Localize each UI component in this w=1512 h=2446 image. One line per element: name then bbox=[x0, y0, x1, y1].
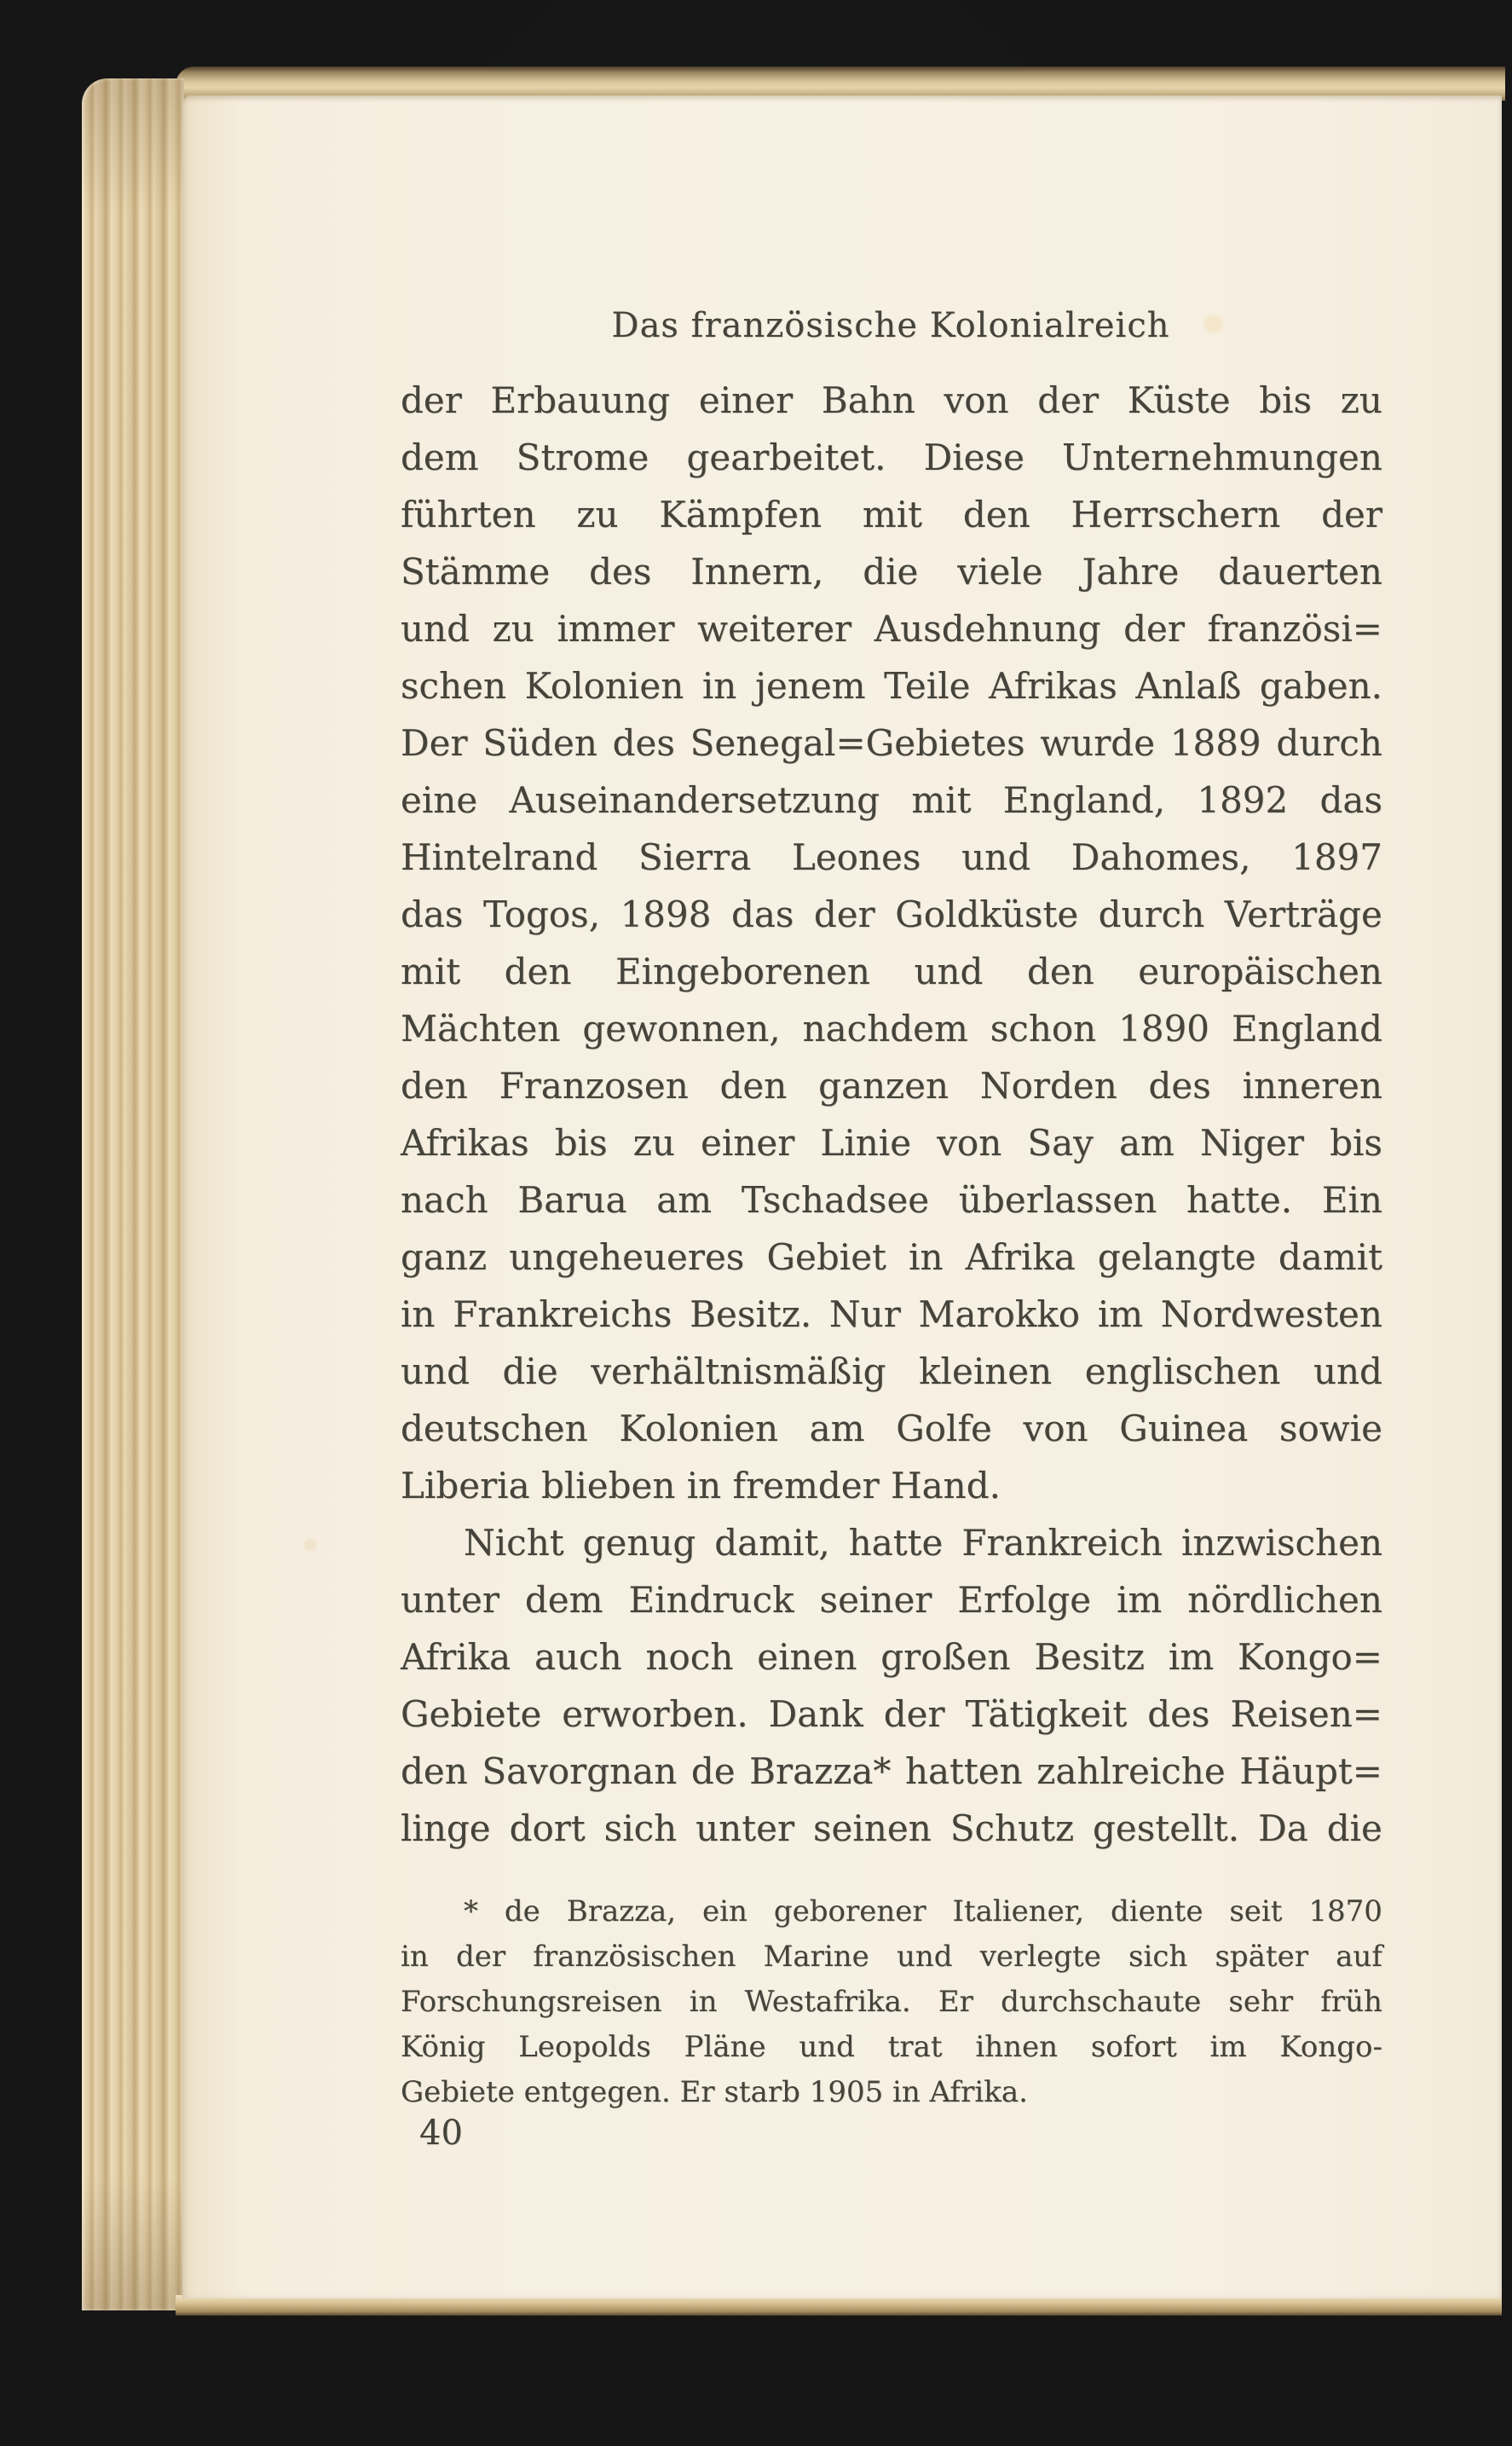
footnote-line: Forschungsreisen in Westafrika. Er durchschaute sehr früh bbox=[401, 1985, 1382, 2019]
body-line: in Frankreichs Besitz. Nur Marokko im Nordwesten bbox=[401, 1293, 1382, 1335]
body-line: dem Strome gearbeitet. Diese Unternehmungen bbox=[401, 437, 1382, 478]
running-header: Das französische Kolonialreich bbox=[611, 306, 1170, 345]
body-line: und die verhältnismäßig kleinen englischen und bbox=[401, 1350, 1382, 1392]
body-line: Der Süden des Senegal=Gebietes wurde 1889 durch bbox=[401, 722, 1382, 764]
footnote-line: König Leopolds Pläne und trat ihnen sofort im Kongo- bbox=[401, 2030, 1382, 2064]
body-line: eine Auseinandersetzung mit England, 1892 das bbox=[401, 779, 1382, 821]
book-fore-edge-pages bbox=[82, 78, 184, 2310]
body-line: schen Kolonien in jenem Teile Afrikas Anlaß gaben. bbox=[401, 665, 1382, 707]
body-line: Nicht genug damit, hatte Frankreich inzwischen bbox=[464, 1522, 1382, 1564]
body-line: das Togos, 1898 das der Goldküste durch Verträge bbox=[401, 893, 1382, 935]
footnote-line: in der französischen Marine und verlegte sich später auf bbox=[401, 1940, 1382, 1974]
body-line: Stämme des Innern, die viele Jahre dauerten bbox=[401, 551, 1382, 593]
body-line: nach Barua am Tschadsee überlassen hatte. Ein bbox=[401, 1179, 1382, 1221]
body-line: führten zu Kämpfen mit den Herrschern der bbox=[401, 494, 1382, 535]
body-line: mit den Eingeborenen und den europäischen bbox=[401, 951, 1382, 992]
body-line: linge dort sich unter seinen Schutz gestellt. Da die bbox=[401, 1807, 1382, 1849]
body-line: Mächten gewonnen, nachdem schon 1890 England bbox=[401, 1008, 1382, 1050]
body-line: und zu immer weiterer Ausdehnung der französi= bbox=[401, 608, 1382, 650]
body-line: ganz ungeheueres Gebiet in Afrika gelangte damit bbox=[401, 1236, 1382, 1278]
body-line: Afrikas bis zu einer Linie von Say am Niger bis bbox=[401, 1122, 1382, 1164]
page-number: 40 bbox=[419, 2114, 463, 2153]
body-line: Afrika auch noch einen großen Besitz im Kongo= bbox=[401, 1636, 1382, 1678]
body-line: den Franzosen den ganzen Norden des inneren bbox=[401, 1065, 1382, 1107]
body-line: den Savorgnan de Brazza* hatten zahlreiche Häupt= bbox=[401, 1750, 1382, 1792]
body-line: der Erbauung einer Bahn von der Küste bis zu bbox=[401, 379, 1382, 421]
body-line: Hintelrand Sierra Leones und Dahomes, 1897 bbox=[401, 836, 1382, 878]
body-line: deutschen Kolonien am Golfe von Guinea sowie bbox=[401, 1408, 1382, 1449]
body-line: unter dem Eindruck seiner Erfolge im nördlichen bbox=[401, 1579, 1382, 1621]
footnote-line: Gebiete entgegen. Er starb 1905 in Afrika. bbox=[401, 2075, 1028, 2109]
footnote-line: * de Brazza, ein geborener Italiener, diente seit 1870 bbox=[464, 1894, 1382, 1928]
footnote-block bbox=[401, 1889, 1382, 2115]
body-line: Gebiete erworben. Dank der Tätigkeit des Reisen= bbox=[401, 1693, 1382, 1735]
body-line: Liberia blieben in fremder Hand. bbox=[401, 1465, 1001, 1506]
body-text-block bbox=[401, 372, 1382, 1857]
